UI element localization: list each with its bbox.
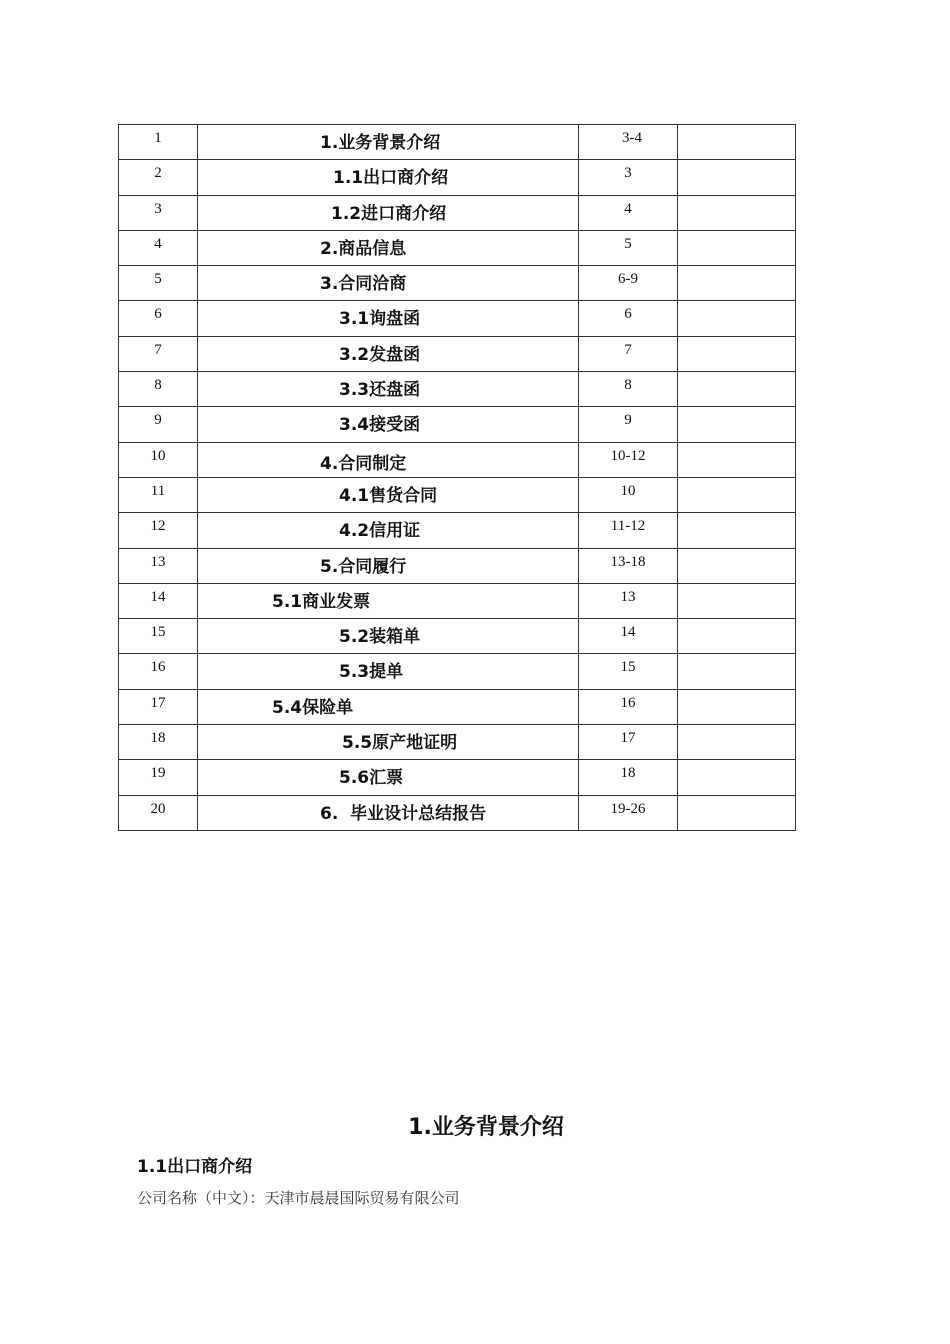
row-title: 1.业务背景介绍 [320,133,441,153]
row-page-cell [579,336,678,371]
row-page: 18 [620,765,636,782]
row-page: 3-4 [622,130,642,146]
row-page: 15 [620,659,636,676]
row-number: 2 [119,160,198,195]
row-blank [678,619,796,654]
row-title: 5.4保险单 [272,697,354,718]
row-page-cell [579,266,678,301]
row-blank [678,477,796,512]
row-number: 19 [119,760,198,795]
row-page-cell [579,477,678,512]
row-page: 4 [624,200,632,217]
row-blank [678,125,796,160]
table-row [119,336,796,371]
row-page: 17 [620,730,636,747]
section-heading: 1.业务背景介绍 [408,1115,564,1140]
row-title-cell [198,548,579,583]
row-page-cell [579,372,678,407]
row-number: 6 [119,301,198,336]
row-blank [678,160,796,195]
company-name-line: 公司名称（中文）：天津市晨晨国际贸易有限公司 [137,1189,460,1207]
row-title: 3.2发盘函 [339,344,421,365]
row-title-cell [198,760,579,795]
row-blank [678,336,796,371]
row-number: 14 [119,583,198,618]
row-number: 7 [119,336,198,371]
row-number: 12 [119,513,198,548]
row-blank [678,301,796,336]
row-title-cell [198,654,579,689]
row-page: 7 [624,341,632,358]
row-number: 13 [119,548,198,583]
row-title-cell [198,125,579,160]
row-blank [678,689,796,724]
row-number: 16 [119,654,198,689]
row-page-cell [579,301,678,336]
row-page-cell [579,689,678,724]
row-title: 5.1商业发票 [272,591,371,612]
row-title-cell [198,266,579,301]
table-row [119,477,796,512]
row-page: 14 [620,624,636,641]
row-number: 5 [119,266,198,301]
row-blank [678,548,796,583]
table-row [119,301,796,336]
row-blank [678,760,796,795]
row-title: 5.5原产地证明 [342,733,458,754]
row-page-cell [579,760,678,795]
row-title: 3.合同洽商 [320,274,407,295]
row-title: 6. 毕业设计总结报告 [320,803,487,824]
row-title: 5.2装箱单 [339,627,421,648]
row-title: 5.合同履行 [320,556,407,577]
row-title-cell [198,442,579,477]
row-page: 6 [624,306,632,323]
row-blank [678,513,796,548]
row-page: 16 [620,694,636,711]
row-title: 3.3还盘函 [339,380,421,401]
table-row [119,442,796,477]
row-title: 1.2进口商介绍 [331,203,447,224]
table-row [119,548,796,583]
table-row [119,513,796,548]
row-number: 10 [119,442,198,477]
row-page: 13-18 [610,553,646,570]
sub-heading: 1.1出口商介绍 [137,1157,253,1177]
row-blank [678,583,796,618]
table-row [119,689,796,724]
row-title: 1.1出口商介绍 [333,168,449,189]
row-number: 9 [119,407,198,442]
row-page-cell [579,583,678,618]
table-row [119,760,796,795]
row-number: 18 [119,725,198,760]
table-row [119,266,796,301]
row-page: 13 [620,588,636,605]
row-page: 6-9 [618,271,638,288]
row-title: 4.1售货合同 [339,485,438,506]
row-blank [678,230,796,265]
row-title-cell [198,689,579,724]
table-row [119,619,796,654]
row-number: 17 [119,689,198,724]
row-page: 8 [624,377,632,394]
row-blank [678,795,796,830]
table-row [119,654,796,689]
row-page-cell [579,125,678,160]
table-row [119,230,796,265]
row-page-cell [579,195,678,230]
row-page: 10-12 [610,447,646,464]
row-number: 15 [119,619,198,654]
row-page: 9 [624,412,632,429]
row-blank [678,195,796,230]
row-title-cell [198,336,579,371]
row-page: 19-26 [610,800,646,817]
row-page-cell [579,795,678,830]
row-title-cell [198,725,579,760]
row-blank [678,407,796,442]
table-row [119,125,796,160]
table-of-contents [118,124,796,831]
row-page-cell [579,548,678,583]
table-row [119,160,796,195]
table-row [119,583,796,618]
row-blank [678,266,796,301]
row-page-cell [579,230,678,265]
row-page-cell [579,513,678,548]
table-row [119,407,796,442]
row-title-cell [198,619,579,654]
table-row [119,195,796,230]
row-blank [678,725,796,760]
row-page-cell [579,725,678,760]
row-page-cell [579,442,678,477]
row-title: 3.1询盘函 [339,309,421,330]
row-page-cell [579,407,678,442]
row-page-cell [579,160,678,195]
row-page: 10 [620,482,636,499]
row-title: 5.3提单 [339,662,404,683]
row-page: 11-12 [610,518,646,535]
row-title-cell [198,301,579,336]
row-title-cell [198,513,579,548]
row-title: 4.合同制定 [320,453,407,474]
row-page: 3 [624,165,632,182]
row-title-cell [198,160,579,195]
table-row [119,372,796,407]
row-title: 5.6汇票 [339,768,404,789]
row-title-cell [198,230,579,265]
row-number: 3 [119,195,198,230]
row-number: 8 [119,372,198,407]
row-page: 5 [624,235,632,252]
row-title-cell [198,583,579,618]
row-title-cell [198,195,579,230]
row-title: 3.4接受函 [339,415,421,436]
row-title: 4.2信用证 [339,521,421,542]
row-number: 4 [119,230,198,265]
table-row [119,795,796,830]
row-number: 11 [119,477,198,512]
row-title-cell [198,477,579,512]
row-title-cell [198,372,579,407]
row-blank [678,654,796,689]
row-title-cell [198,407,579,442]
row-blank [678,372,796,407]
row-page-cell [579,654,678,689]
table-row [119,725,796,760]
row-page-cell [579,619,678,654]
row-title: 2.商品信息 [320,238,407,259]
row-blank [678,442,796,477]
row-number: 20 [119,795,198,830]
row-title-cell [198,795,579,830]
row-number: 1 [119,125,198,160]
